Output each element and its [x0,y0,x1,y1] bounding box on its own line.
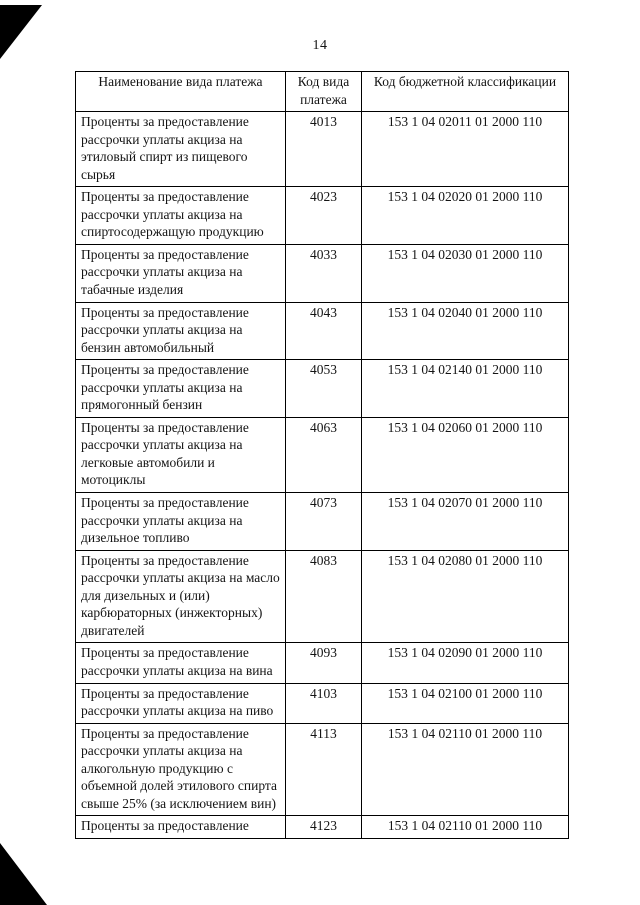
budget-classification-code-cell: 153 1 04 02060 01 2000 110 [362,417,569,492]
table-row [76,244,569,302]
table-row [76,302,569,360]
budget-classification-code-cell: 153 1 04 02110 01 2000 110 [362,723,569,816]
payment-name-cell: Проценты за предоставление рассрочки уплаты акциза на дизельное топливо [76,493,286,551]
payment-code-cell: 4123 [286,816,362,839]
table-row [76,550,569,643]
payment-code-cell: 4093 [286,643,362,683]
payments-table [75,71,569,839]
payment-code-cell: 4113 [286,723,362,816]
payment-code-cell: 4043 [286,302,362,360]
payment-name-cell: Проценты за предоставление рассрочки уплаты акциза на вина [76,643,286,683]
payment-code-cell: 4033 [286,244,362,302]
payment-name-cell: Проценты за предоставление рассрочки уплаты акциза на легковые автомобили и мотоциклы [76,417,286,492]
payment-name-cell: Проценты за предоставление рассрочки уплаты акциза на алкогольную продукцию с объемной долей этилового спирта свыше 25% (за исключением вин) [76,723,286,816]
table-row [76,187,569,245]
header-payment-code: Код вида платежа [286,72,362,112]
payment-name-cell: Проценты за предоставление [76,816,286,839]
scan-corner-artifact-bottom-left [0,843,47,905]
table-row [76,112,569,187]
table-row [76,723,569,816]
budget-classification-code-cell: 153 1 04 02080 01 2000 110 [362,550,569,643]
payment-code-cell: 4023 [286,187,362,245]
payment-name-cell: Проценты за предоставление рассрочки уплаты акциза на этиловый спирт из пищевого сырья [76,112,286,187]
page-number: 14 [312,38,328,53]
payment-code-cell: 4083 [286,550,362,643]
table-row [76,643,569,683]
budget-classification-code-cell: 153 1 04 02030 01 2000 110 [362,244,569,302]
payment-name-cell: Проценты за предоставление рассрочки уплаты акциза на масло для дизельных и (или) карбюраторных (инжекторных) двигателей [76,550,286,643]
budget-classification-code-cell: 153 1 04 02011 01 2000 110 [362,112,569,187]
budget-classification-code-cell: 153 1 04 02070 01 2000 110 [362,493,569,551]
table-header-row [76,72,569,112]
payment-name-cell: Проценты за предоставление рассрочки уплаты акциза на прямогонный бензин [76,360,286,418]
budget-classification-code-cell: 153 1 04 02100 01 2000 110 [362,683,569,723]
header-payment-name: Наименование вида платежа [76,72,286,112]
table-row [76,417,569,492]
table-row [76,360,569,418]
table-row [76,683,569,723]
budget-classification-code-cell: 153 1 04 02110 01 2000 110 [362,816,569,839]
table-row [76,493,569,551]
payment-name-cell: Проценты за предоставление рассрочки уплаты акциза на табачные изделия [76,244,286,302]
payment-name-cell: Проценты за предоставление рассрочки уплаты акциза на бензин автомобильный [76,302,286,360]
header-budget-classification-code: Код бюджетной классификации [362,72,569,112]
budget-classification-code-cell: 153 1 04 02040 01 2000 110 [362,302,569,360]
budget-classification-code-cell: 153 1 04 02090 01 2000 110 [362,643,569,683]
payments-table-body [76,112,569,839]
payment-name-cell: Проценты за предоставление рассрочки уплаты акциза на пиво [76,683,286,723]
payment-name-cell: Проценты за предоставление рассрочки уплаты акциза на спиртосодержащую продукцию [76,187,286,245]
budget-classification-code-cell: 153 1 04 02020 01 2000 110 [362,187,569,245]
table-row [76,816,569,839]
payment-code-cell: 4063 [286,417,362,492]
payment-code-cell: 4053 [286,360,362,418]
payment-code-cell: 4013 [286,112,362,187]
payment-code-cell: 4073 [286,493,362,551]
budget-classification-code-cell: 153 1 04 02140 01 2000 110 [362,360,569,418]
payment-code-cell: 4103 [286,683,362,723]
